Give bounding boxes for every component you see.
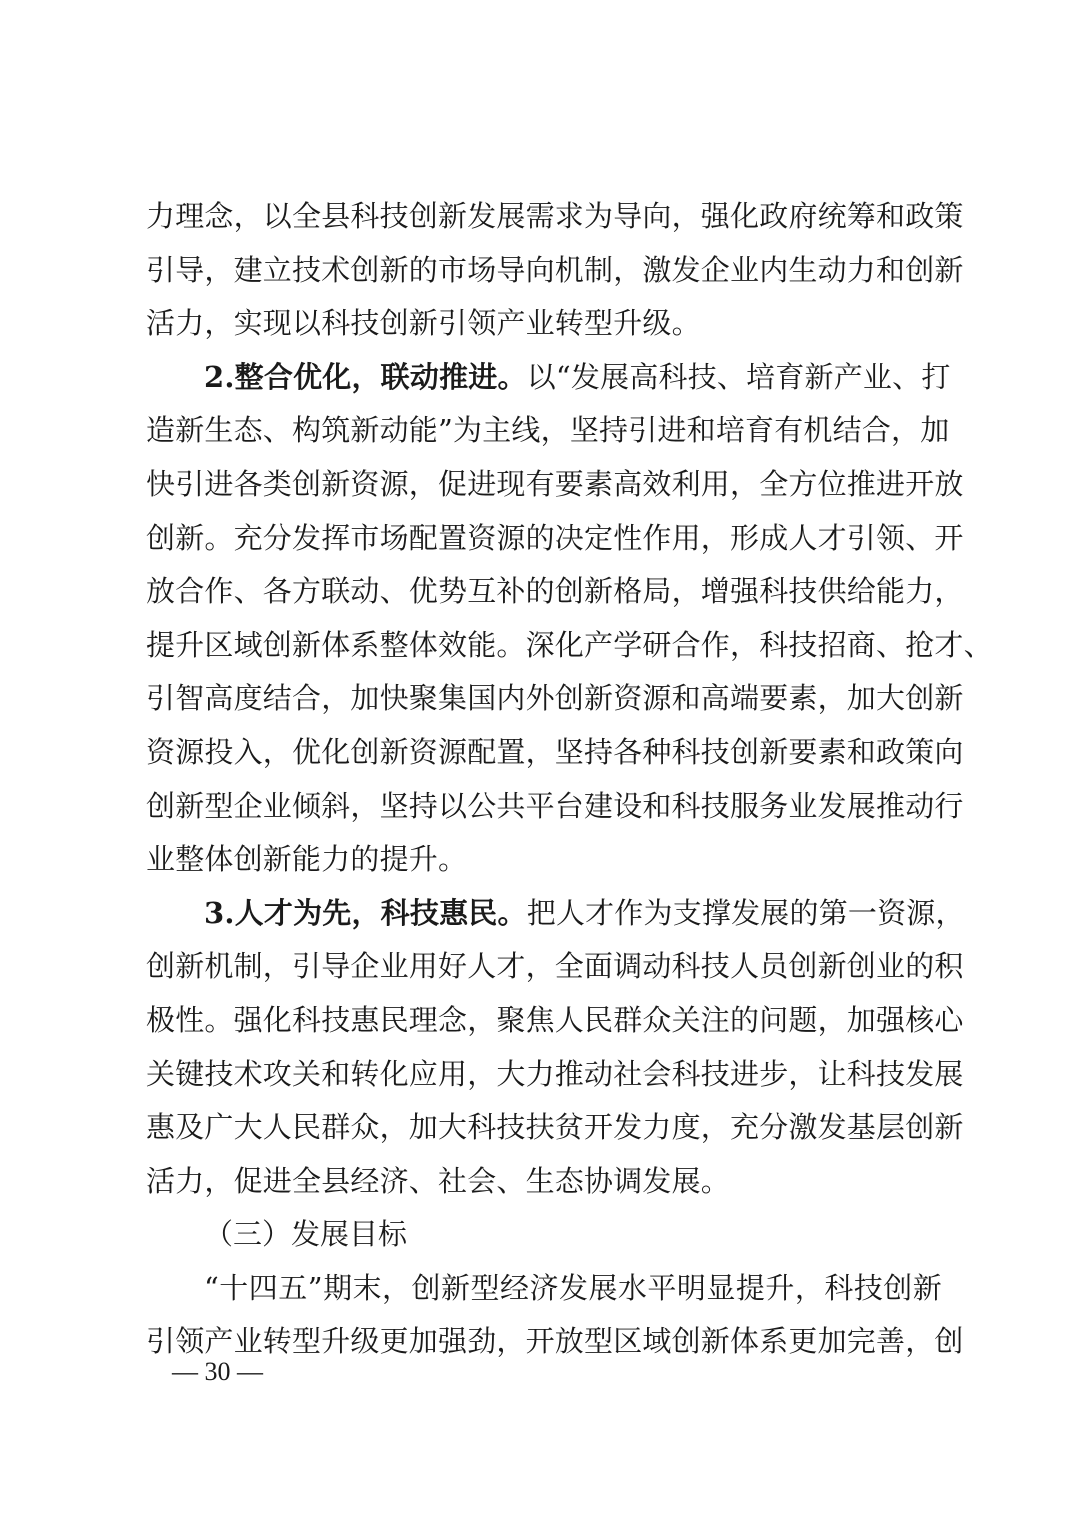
text-line: 创新机制，引导企业用好人才，全面调动科技人员创新创业的积	[146, 949, 964, 984]
text-run: 以“发展高科技、培育新产业、打	[526, 359, 951, 394]
text-line: 极性。强化科技惠民理念，聚焦人民群众关注的问题，加强核心	[146, 1002, 964, 1037]
text-line	[146, 351, 951, 405]
page-content	[146, 190, 993, 1369]
paragraph-integration	[146, 351, 993, 887]
text-line: 引领产业转型升级更加强劲，开放型区域创新体系更加完善，创	[146, 1324, 964, 1359]
text-line: 引导，建立技术创新的市场导向机制，激发企业内生动力和创新	[146, 252, 964, 287]
text-line: 关键技术攻关和转化应用，大力推动社会科技进步，让科技发展	[146, 1056, 964, 1091]
text-line	[146, 887, 965, 941]
text-line: “十四五”期末，创新型经济发展水平明显提升，科技创新	[204, 1270, 942, 1305]
text-line: 提升区域创新体系整体效能。深化产学研合作，科技招商、抢才、	[146, 627, 993, 662]
paragraph-talent	[146, 887, 965, 1209]
text-line: 资源投入，优化创新资源配置，坚持各种科技创新要素和政策向	[146, 734, 964, 769]
text-run: 把人才作为支撑发展的第一资源，	[526, 895, 965, 930]
text-line: 惠及广大人民群众，加大科技扶贫开发力度，充分激发基层创新	[146, 1110, 964, 1145]
text-line: 业整体创新能力的提升。	[146, 842, 468, 877]
text-line: 引智高度结合，加快聚集国内外创新资源和高端要素，加大创新	[146, 681, 964, 716]
text-line: 造新生态、构筑新动能”为主线，坚持引进和培育有机结合，加	[146, 413, 950, 448]
text-line: 活力，实现以科技创新引领产业转型升级。	[146, 306, 701, 341]
text-line: 活力，促进全县经济、社会、生态协调发展。	[146, 1163, 731, 1198]
paragraph-continuation	[146, 190, 964, 351]
paragraph-lead-bold: 3.人才为先，科技惠民。	[204, 895, 527, 930]
text-line: 创新型企业倾斜，坚持以公共平台建设和科技服务业发展推动行	[146, 788, 964, 823]
text-line: 创新。充分发挥市场配置资源的决定性作用，形成人才引领、开	[146, 520, 964, 555]
text-line: 力理念，以全县科技创新发展需求为导向，强化政府统筹和政策	[146, 199, 964, 233]
paragraph-goals	[146, 1262, 964, 1369]
text-line: 放合作、各方联动、优势互补的创新格局，增强科技供给能力，	[146, 574, 964, 609]
paragraph-lead-bold: 2.整合优化，联动推进。	[204, 359, 527, 394]
section-heading: （三）发展目标	[204, 1217, 408, 1252]
page-number: — 30 —	[172, 1357, 263, 1386]
text-line: 快引进各类创新资源，促进现有要素高效利用，全方位推进开放	[146, 466, 964, 501]
